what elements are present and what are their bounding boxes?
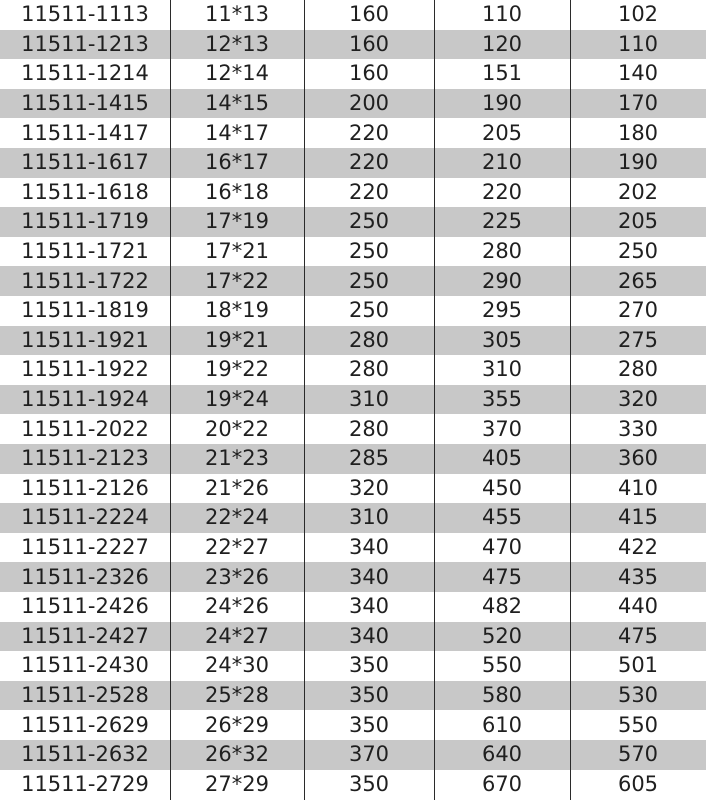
size-cell: 21*26 (205, 475, 269, 500)
part-number-cell: 11511-2123 (21, 446, 149, 471)
part-number-cell: 11511-1924 (21, 387, 149, 412)
length-cell: 250 (348, 298, 390, 323)
length-cell: 370 (348, 742, 390, 767)
length-cell: 280 (348, 357, 390, 382)
length-cell: 250 (348, 239, 390, 264)
size-cell: 17*21 (205, 239, 269, 264)
weight-a-cell: 120 (481, 31, 523, 56)
table-row (0, 622, 706, 652)
weight-a-cell: 370 (481, 416, 523, 441)
weight-a-cell: 205 (481, 120, 523, 145)
weight-b-cell: 275 (617, 327, 659, 352)
weight-a-cell: 550 (481, 653, 523, 678)
part-number-cell: 11511-2427 (21, 623, 149, 648)
weight-a-cell: 110 (481, 2, 523, 27)
length-cell: 220 (348, 150, 390, 175)
weight-b-cell: 270 (617, 298, 659, 323)
weight-a-cell: 405 (481, 446, 523, 471)
size-cell: 23*26 (205, 564, 269, 589)
part-number-cell: 11511-2430 (21, 653, 149, 678)
weight-a-cell: 220 (481, 179, 523, 204)
length-cell: 160 (348, 2, 390, 27)
size-cell: 27*29 (205, 771, 269, 796)
size-cell: 16*18 (205, 179, 269, 204)
length-cell: 310 (348, 387, 390, 412)
part-number-cell: 11511-1618 (21, 179, 149, 204)
weight-a-cell: 520 (481, 623, 523, 648)
length-cell: 350 (348, 712, 390, 737)
length-cell: 250 (348, 268, 390, 293)
column-divider (434, 0, 435, 800)
table-row (0, 296, 706, 326)
length-cell: 340 (348, 564, 390, 589)
size-cell: 21*23 (205, 446, 269, 471)
weight-a-cell: 305 (481, 327, 523, 352)
part-number-cell: 11511-1113 (21, 2, 149, 27)
weight-b-cell: 501 (617, 653, 659, 678)
part-number-cell: 11511-2126 (21, 475, 149, 500)
table-row (0, 118, 706, 148)
size-cell: 19*24 (205, 387, 269, 412)
part-number-cell: 11511-1617 (21, 150, 149, 175)
size-cell: 19*22 (205, 357, 269, 382)
weight-a-cell: 670 (481, 771, 523, 796)
part-number-cell: 11511-1922 (21, 357, 149, 382)
table-row (0, 474, 706, 504)
part-number-cell: 11511-1214 (21, 61, 149, 86)
size-cell: 17*22 (205, 268, 269, 293)
table-row (0, 148, 706, 178)
weight-b-cell: 265 (617, 268, 659, 293)
length-cell: 160 (348, 61, 390, 86)
table-row (0, 266, 706, 296)
weight-a-cell: 225 (481, 209, 523, 234)
size-cell: 12*13 (205, 31, 269, 56)
part-number-cell: 11511-1721 (21, 239, 149, 264)
length-cell: 310 (348, 505, 390, 530)
table-row (0, 0, 706, 30)
weight-b-cell: 440 (617, 594, 659, 619)
length-cell: 340 (348, 594, 390, 619)
length-cell: 160 (348, 31, 390, 56)
size-cell: 19*21 (205, 327, 269, 352)
table-row (0, 59, 706, 89)
length-cell: 350 (348, 683, 390, 708)
length-cell: 340 (348, 623, 390, 648)
weight-a-cell: 455 (481, 505, 523, 530)
size-cell: 22*24 (205, 505, 269, 530)
part-number-cell: 11511-2426 (21, 594, 149, 619)
column-divider (170, 0, 171, 800)
weight-a-cell: 295 (481, 298, 523, 323)
table-row (0, 503, 706, 533)
length-cell: 200 (348, 91, 390, 116)
size-cell: 24*30 (205, 653, 269, 678)
length-cell: 350 (348, 771, 390, 796)
weight-b-cell: 250 (617, 239, 659, 264)
weight-a-cell: 210 (481, 150, 523, 175)
weight-b-cell: 330 (617, 416, 659, 441)
size-cell: 14*15 (205, 91, 269, 116)
size-cell: 14*17 (205, 120, 269, 145)
length-cell: 220 (348, 120, 390, 145)
weight-b-cell: 422 (617, 535, 659, 560)
length-cell: 250 (348, 209, 390, 234)
weight-a-cell: 190 (481, 91, 523, 116)
weight-b-cell: 605 (617, 771, 659, 796)
table-row (0, 355, 706, 385)
weight-b-cell: 110 (617, 31, 659, 56)
table-row (0, 681, 706, 711)
weight-a-cell: 640 (481, 742, 523, 767)
part-number-cell: 11511-1415 (21, 91, 149, 116)
table-row (0, 30, 706, 60)
size-cell: 25*28 (205, 683, 269, 708)
weight-a-cell: 280 (481, 239, 523, 264)
weight-b-cell: 550 (617, 712, 659, 737)
weight-a-cell: 610 (481, 712, 523, 737)
table-row (0, 444, 706, 474)
weight-b-cell: 205 (617, 209, 659, 234)
part-number-cell: 11511-2224 (21, 505, 149, 530)
part-number-cell: 11511-2022 (21, 416, 149, 441)
size-cell: 11*13 (205, 2, 269, 27)
weight-b-cell: 320 (617, 387, 659, 412)
size-cell: 12*14 (205, 61, 269, 86)
part-number-cell: 11511-1719 (21, 209, 149, 234)
weight-b-cell: 190 (617, 150, 659, 175)
weight-b-cell: 410 (617, 475, 659, 500)
length-cell: 350 (348, 653, 390, 678)
weight-b-cell: 570 (617, 742, 659, 767)
part-number-cell: 11511-1722 (21, 268, 149, 293)
size-cell: 18*19 (205, 298, 269, 323)
table-row (0, 89, 706, 119)
weight-b-cell: 170 (617, 91, 659, 116)
size-cell: 20*22 (205, 416, 269, 441)
weight-a-cell: 151 (481, 61, 523, 86)
part-number-cell: 11511-2729 (21, 771, 149, 796)
table-row (0, 533, 706, 563)
size-cell: 24*26 (205, 594, 269, 619)
size-cell: 24*27 (205, 623, 269, 648)
table-row (0, 207, 706, 237)
weight-b-cell: 360 (617, 446, 659, 471)
table-row (0, 326, 706, 356)
weight-b-cell: 202 (617, 179, 659, 204)
table-row (0, 237, 706, 267)
part-number-cell: 11511-1819 (21, 298, 149, 323)
weight-a-cell: 355 (481, 387, 523, 412)
weight-a-cell: 580 (481, 683, 523, 708)
table-row (0, 710, 706, 740)
weight-b-cell: 475 (617, 623, 659, 648)
weight-b-cell: 140 (617, 61, 659, 86)
size-cell: 16*17 (205, 150, 269, 175)
length-cell: 340 (348, 535, 390, 560)
table-row (0, 592, 706, 622)
weight-b-cell: 415 (617, 505, 659, 530)
column-divider (304, 0, 305, 800)
weight-b-cell: 102 (617, 2, 659, 27)
size-cell: 26*29 (205, 712, 269, 737)
table-row (0, 385, 706, 415)
part-number-cell: 11511-2227 (21, 535, 149, 560)
table-row (0, 651, 706, 681)
table-row (0, 770, 706, 800)
size-cell: 17*19 (205, 209, 269, 234)
size-cell: 26*32 (205, 742, 269, 767)
length-cell: 280 (348, 327, 390, 352)
length-cell: 220 (348, 179, 390, 204)
table-row (0, 414, 706, 444)
part-number-cell: 11511-1417 (21, 120, 149, 145)
weight-a-cell: 310 (481, 357, 523, 382)
part-number-cell: 11511-1213 (21, 31, 149, 56)
column-divider (570, 0, 571, 800)
weight-a-cell: 482 (481, 594, 523, 619)
length-cell: 285 (348, 446, 390, 471)
weight-a-cell: 475 (481, 564, 523, 589)
part-number-cell: 11511-1921 (21, 327, 149, 352)
part-number-cell: 11511-2528 (21, 683, 149, 708)
part-number-cell: 11511-2632 (21, 742, 149, 767)
weight-a-cell: 470 (481, 535, 523, 560)
table-row (0, 178, 706, 208)
table-row (0, 562, 706, 592)
weight-b-cell: 530 (617, 683, 659, 708)
weight-a-cell: 290 (481, 268, 523, 293)
size-cell: 22*27 (205, 535, 269, 560)
length-cell: 280 (348, 416, 390, 441)
length-cell: 320 (348, 475, 390, 500)
weight-a-cell: 450 (481, 475, 523, 500)
part-number-cell: 11511-2326 (21, 564, 149, 589)
table-row (0, 740, 706, 770)
weight-b-cell: 435 (617, 564, 659, 589)
weight-b-cell: 280 (617, 357, 659, 382)
weight-b-cell: 180 (617, 120, 659, 145)
part-number-cell: 11511-2629 (21, 712, 149, 737)
